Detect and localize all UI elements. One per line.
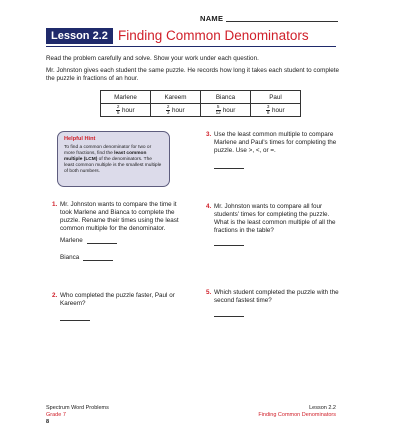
- hint-title: Helpful Hint: [64, 136, 96, 142]
- question-text: Use the least common multiple to compare Marlene and Paul's times for completing the puzzle. Use >, <, or =.: [214, 131, 337, 154]
- fraction: $\frac{2}{3}$: [166, 103, 170, 115]
- grade-label: Grade 7: [46, 412, 66, 418]
- table-cell: $\frac{2}{3}$ hour: [151, 104, 201, 117]
- table-cell: $\frac{5}{12}$ hour: [201, 104, 251, 117]
- page-number: 8: [46, 419, 50, 425]
- question-4: [206, 203, 342, 235]
- footer-right: [258, 405, 336, 419]
- name-label: NAME: [200, 14, 224, 23]
- table-row: [101, 104, 301, 117]
- question-text: Who completed the puzzle faster, Paul or Kareem?: [60, 292, 175, 307]
- q4-answer-line[interactable]: [214, 245, 244, 246]
- intro-text: Mr. Johnston gives each student the same puzzle. He records how long it takes each student to complete the puzzle in fractions of an hour.: [46, 67, 339, 82]
- table-header-cell: Kareem: [151, 91, 201, 104]
- question-text: Which student completed the puzzle with the second fastest time?: [214, 289, 339, 304]
- question-number: 2.: [52, 292, 58, 299]
- table-header-cell: Paul: [251, 91, 301, 104]
- fraction: $\frac{2}{5}$: [116, 103, 120, 115]
- times-table: [100, 90, 301, 117]
- name-line[interactable]: [226, 21, 338, 22]
- footer-left: [46, 405, 109, 426]
- question-number: 1.: [52, 201, 58, 208]
- book-title: Spectrum Word Problems: [46, 405, 109, 411]
- table-header-row: [101, 91, 301, 104]
- footer-lesson: Lesson 2.2: [309, 405, 336, 411]
- q2-answer-line[interactable]: [60, 320, 90, 321]
- fraction: $\frac{3}{8}$: [266, 103, 270, 115]
- fraction: $\frac{5}{12}$: [215, 103, 221, 115]
- footer-topic: Finding Common Denominators: [258, 412, 336, 418]
- lesson-heading: Finding Common Denominators: [118, 28, 309, 43]
- question-2: [52, 292, 188, 308]
- question-text: Mr. Johnston wants to compare the time it took Marlene and Bianca to complete the puzzle. Rename their times using the least common multiple for the denominator.: [60, 201, 179, 232]
- question-5: [206, 289, 342, 305]
- lesson-title-bar: [46, 26, 336, 47]
- question-number: 4.: [206, 203, 212, 210]
- q3-answer-line[interactable]: [214, 168, 244, 169]
- table-cell: $\frac{2}{5}$ hour: [101, 104, 151, 117]
- lesson-badge: Lesson 2.2: [46, 28, 113, 44]
- question-3: [206, 131, 342, 155]
- question-text: Mr. Johnston wants to compare all four students' times for completing the puzzle. What is the least common multiple of all the fractions in the table?: [214, 203, 336, 234]
- helpful-hint-box: [57, 131, 170, 187]
- bianca-answer-line[interactable]: [83, 260, 113, 261]
- table-header-cell: Bianca: [201, 91, 251, 104]
- name-field: [200, 14, 386, 23]
- table-cell: $\frac{3}{8}$ hour: [251, 104, 301, 117]
- marlene-label: Marlene: [60, 237, 83, 244]
- bianca-label: Bianca: [60, 254, 80, 261]
- marlene-answer-line[interactable]: [87, 243, 117, 244]
- q5-answer-line[interactable]: [214, 316, 244, 317]
- question-1: [52, 201, 188, 233]
- table-header-cell: Marlene: [101, 91, 151, 104]
- question-number: 3.: [206, 131, 212, 138]
- question-number: 5.: [206, 289, 212, 296]
- instructions: Read the problem carefully and solve. Show your work under each question.: [46, 55, 259, 62]
- hint-text: To find a common denominator for two or more fractions, find the least common multiple (LCM) of the denominators. The least common multiple is the smallest multiple of both numbers.: [64, 145, 162, 174]
